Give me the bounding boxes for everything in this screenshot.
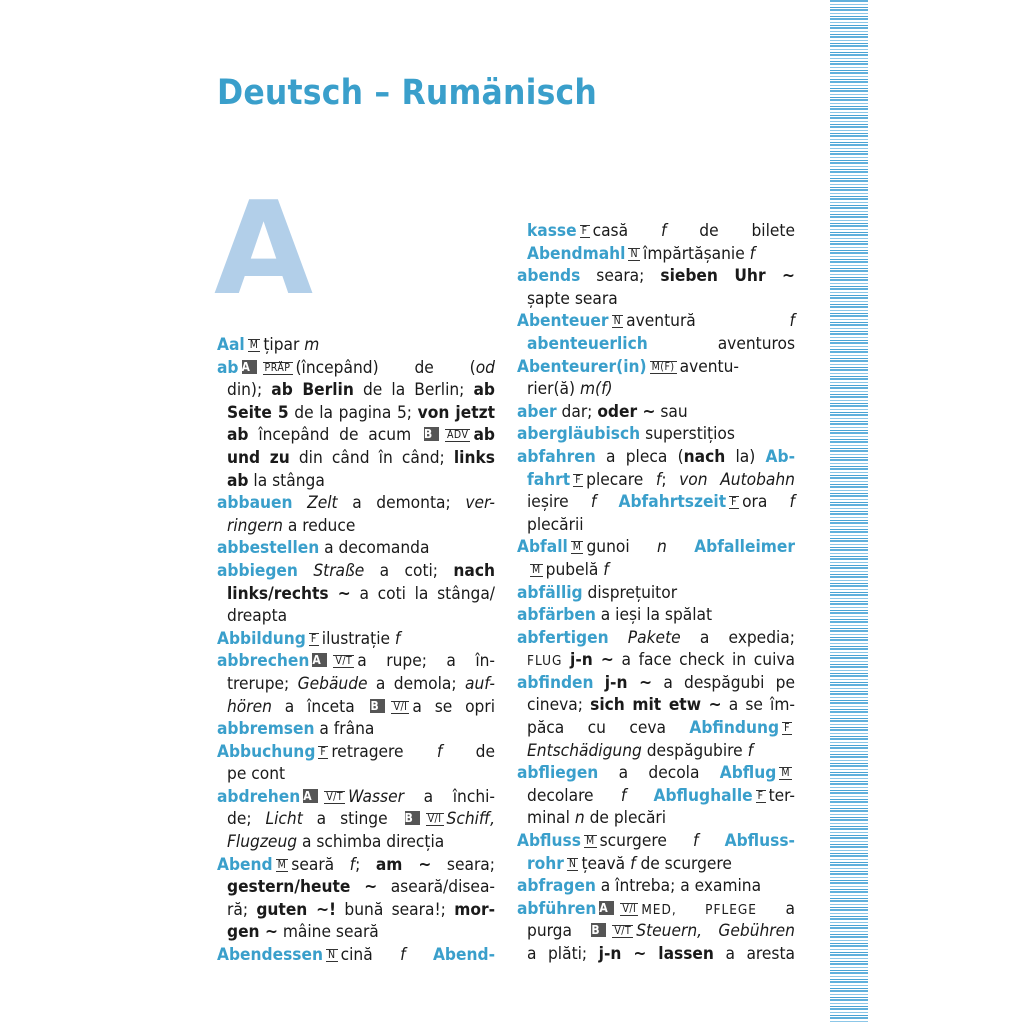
dictionary-line xyxy=(217,379,495,402)
text: din când în când; xyxy=(289,447,454,468)
text: retragere xyxy=(331,741,437,762)
grammar-label: V/T xyxy=(326,790,344,803)
text xyxy=(667,537,694,557)
text: a ieși la spălat xyxy=(595,605,713,626)
text: dreapta xyxy=(227,606,288,627)
headword: abbauen xyxy=(217,493,293,514)
headword: abfragen xyxy=(517,876,596,897)
text: a expedia; xyxy=(680,627,795,648)
text: ră; xyxy=(227,899,257,920)
text: a se îm- xyxy=(721,695,795,716)
thumb-index-stripe xyxy=(830,0,868,1024)
dictionary-line xyxy=(217,357,495,380)
italic-text: n xyxy=(574,808,585,829)
dictionary-line xyxy=(517,649,795,672)
text: de bilete xyxy=(666,221,795,241)
headword: abbiegen xyxy=(217,560,298,581)
headword: abbremsen xyxy=(217,719,315,740)
headword: fahrt xyxy=(527,469,571,490)
grammar-label: F xyxy=(575,473,582,486)
italic-text: f xyxy=(349,854,356,875)
headword: abbestellen xyxy=(217,538,320,559)
grammar-label: V/I xyxy=(427,813,442,826)
dictionary-line xyxy=(217,650,495,673)
dictionary-line xyxy=(217,763,495,786)
dictionary-line xyxy=(517,401,795,424)
headword: aber xyxy=(517,401,557,422)
page-title: Deutsch – Rumänisch xyxy=(217,73,598,113)
text: a face check in cuiva xyxy=(613,650,795,671)
italic-text: f xyxy=(693,831,699,852)
headword: Abenteurer(in) xyxy=(517,356,647,377)
bold-text: nach xyxy=(683,446,726,467)
text: de la pagina 5; xyxy=(288,402,418,423)
text xyxy=(698,831,724,851)
text: ter- xyxy=(768,785,795,806)
text: a demola; xyxy=(367,673,465,694)
headword: rohr xyxy=(527,853,564,874)
dictionary-line xyxy=(217,921,495,944)
italic-text: Pakete xyxy=(627,627,681,648)
bold-text: gestern/heute ~ xyxy=(227,877,378,898)
italic-text: ringern xyxy=(227,515,283,536)
grammar-label: F xyxy=(757,789,764,802)
italic-text: f xyxy=(603,559,609,580)
text: ; xyxy=(355,854,376,875)
text: a decomanda xyxy=(319,538,430,559)
text: a înceta xyxy=(271,696,368,717)
dictionary-line xyxy=(517,333,795,356)
grammar-label: N xyxy=(568,857,577,870)
text: a plăti; xyxy=(527,944,599,964)
italic-text: auf- xyxy=(465,673,495,694)
dictionary-line xyxy=(217,447,495,470)
grammar-label: M xyxy=(532,563,541,576)
bold-text: nach xyxy=(453,560,495,581)
bold-text: ab Berlin xyxy=(271,380,354,401)
bold-text: gen ~ xyxy=(227,922,278,943)
text: rier(ă) xyxy=(527,379,580,400)
dictionary-column-left xyxy=(217,334,495,967)
text: a frâna xyxy=(314,719,375,740)
dictionary-line xyxy=(517,288,795,311)
italic-text: od xyxy=(475,357,495,378)
italic-text: f xyxy=(655,469,662,490)
dictionary-line xyxy=(217,605,495,628)
dictionary-line xyxy=(217,560,495,583)
dictionary-line xyxy=(517,740,795,763)
grammar-label: F xyxy=(731,496,738,509)
dictionary-line xyxy=(517,423,795,446)
text: împărtășanie xyxy=(643,243,750,264)
text: seara; xyxy=(580,266,661,287)
text xyxy=(406,945,433,965)
headword: abführen xyxy=(517,898,597,919)
text: ieșire xyxy=(527,492,591,513)
bold-text: mor- xyxy=(454,899,495,920)
dictionary-line xyxy=(217,831,495,854)
headword: Abfalleimer xyxy=(694,537,795,558)
text: aventură xyxy=(626,311,790,332)
text: bună seara!; xyxy=(336,899,455,920)
dictionary-line xyxy=(517,536,795,559)
text: pubelă xyxy=(545,559,604,580)
bold-text: von jetzt xyxy=(417,402,496,423)
italic-text: Wasser xyxy=(348,786,404,807)
dictionary-line xyxy=(517,356,795,379)
italic-text: Steuern, Gebühren xyxy=(636,921,795,942)
dictionary-line xyxy=(517,717,795,740)
text: trerupe; xyxy=(227,673,298,694)
headword: abfliegen xyxy=(517,763,599,784)
dictionary-line xyxy=(517,672,795,695)
dictionary-line xyxy=(217,470,495,493)
italic-text: f xyxy=(789,492,795,513)
grammar-label: M(F) xyxy=(651,360,675,373)
dictionary-line xyxy=(517,491,795,514)
text: a aresta xyxy=(713,944,796,964)
text: mâine seară xyxy=(277,922,379,943)
text xyxy=(596,492,618,512)
text: plecării xyxy=(527,514,584,535)
text: (începând) de ( xyxy=(295,357,476,378)
dictionary-line xyxy=(217,673,495,696)
dictionary-line xyxy=(517,469,795,492)
headword: Abfall xyxy=(517,537,568,558)
italic-text: Entschädigung xyxy=(527,740,642,761)
italic-text: f xyxy=(590,492,597,513)
headword: abfällig xyxy=(517,582,583,603)
headword: abergläubisch xyxy=(517,424,641,445)
dictionary-line xyxy=(517,514,795,537)
italic-text: hören xyxy=(227,696,272,717)
text: ilustrație xyxy=(321,628,395,649)
text: ; xyxy=(661,469,680,490)
grammar-label: F xyxy=(581,225,588,237)
grammar-label: F xyxy=(320,745,327,758)
sense-marker: B xyxy=(370,699,385,713)
text: a reduce xyxy=(282,515,356,536)
grammar-label: V/T xyxy=(614,925,632,938)
text: a coti; xyxy=(364,560,454,581)
dictionary-line xyxy=(517,243,795,266)
italic-text: f xyxy=(749,243,756,264)
headword: Abfluss- xyxy=(724,831,795,852)
headword: Abfahrtszeit xyxy=(618,492,727,513)
text: de scurgere xyxy=(635,853,732,874)
grammar-label: V/I xyxy=(393,700,408,713)
sense-marker: A xyxy=(599,901,614,915)
grammar-label: N xyxy=(613,315,622,328)
grammar-label: M xyxy=(249,339,259,351)
italic-text: Zelt xyxy=(307,493,338,514)
text: gunoi xyxy=(586,537,657,558)
italic-text: ver- xyxy=(465,493,495,514)
grammar-label: PRÄP xyxy=(264,361,291,374)
text: cineva; xyxy=(527,695,591,716)
dictionary-line xyxy=(517,265,795,288)
text: decolare xyxy=(527,785,621,806)
bold-text: j-n ~ xyxy=(570,650,614,671)
sense-marker: A xyxy=(312,653,327,667)
bold-text: j-n ~ xyxy=(604,672,653,693)
text xyxy=(609,628,628,648)
dictionary-line xyxy=(217,537,495,560)
bold-text: sich mit etw ~ xyxy=(590,695,722,716)
text: șapte seara xyxy=(527,288,618,309)
dictionary-line xyxy=(217,786,495,809)
grammar-label: M xyxy=(585,835,595,848)
dictionary-line xyxy=(217,492,495,515)
dictionary-line xyxy=(217,628,495,651)
dictionary-line xyxy=(217,944,495,967)
text: scurgere xyxy=(599,831,693,852)
dictionary-line xyxy=(517,604,795,627)
bold-text: links xyxy=(453,447,495,468)
headword: abfertigen xyxy=(517,627,609,648)
dictionary-line xyxy=(217,741,495,764)
field-label: FLUG xyxy=(527,653,563,670)
text: casă xyxy=(592,221,661,241)
text: despăgubire xyxy=(641,740,748,761)
headword: Aal xyxy=(217,335,245,355)
headword: Abflughalle xyxy=(653,785,753,806)
text: de; xyxy=(227,809,266,830)
grammar-label: ADV xyxy=(446,429,469,442)
bold-text: links/rechts ~ xyxy=(227,583,351,604)
sense-marker: B xyxy=(591,923,606,937)
bold-text: oder ~ xyxy=(597,401,656,422)
dictionary-line xyxy=(517,220,795,243)
italic-text: von Autobahn xyxy=(679,469,795,490)
field-label: MED, PFLEGE xyxy=(641,901,757,918)
dictionary-line xyxy=(517,943,795,966)
text: dar; xyxy=(556,401,598,422)
text: la) xyxy=(725,446,766,467)
bold-text: j-n ~ lassen xyxy=(598,944,714,964)
italic-text: f xyxy=(660,221,667,241)
dictionary-line xyxy=(517,694,795,717)
headword: abends xyxy=(517,266,581,287)
text: a decola xyxy=(598,763,720,784)
headword: Abfindung xyxy=(689,718,780,739)
headword: Abbuchung xyxy=(217,741,316,762)
dictionary-line xyxy=(217,696,495,719)
dictionary-column-right xyxy=(517,220,795,966)
text: aseară/disea- xyxy=(377,877,496,898)
bold-text: sieben Uhr ~ xyxy=(660,266,795,287)
italic-text: m xyxy=(304,335,320,355)
italic-text: f xyxy=(630,853,636,874)
italic-text: Gebäude xyxy=(297,673,368,694)
italic-text: f xyxy=(436,741,443,762)
italic-text: Licht xyxy=(265,809,303,830)
italic-text: Straße xyxy=(313,560,365,581)
bold-text: und zu xyxy=(227,447,290,468)
sense-marker: A xyxy=(242,360,257,374)
dictionary-line xyxy=(217,854,495,877)
headword: abenteuerlich xyxy=(527,333,648,354)
dictionary-line xyxy=(517,853,795,876)
bold-text: Seite 5 xyxy=(227,402,289,423)
italic-text: f xyxy=(394,628,401,649)
text xyxy=(293,493,308,513)
bold-text: guten ~! xyxy=(256,899,337,920)
headword: kasse xyxy=(527,221,577,241)
text: a închi- xyxy=(403,786,495,807)
text: de xyxy=(442,741,495,762)
dictionary-line xyxy=(217,808,495,831)
text: minal xyxy=(527,808,575,829)
dictionary-line xyxy=(517,875,795,898)
text: de plecări xyxy=(584,808,667,829)
section-letter: A xyxy=(214,175,314,324)
headword: Abfluss xyxy=(517,831,581,852)
italic-text: Schiff, xyxy=(446,809,495,830)
bold-text: ab xyxy=(473,425,495,446)
italic-text: Flugzeug xyxy=(227,832,298,853)
headword: abfärben xyxy=(517,605,596,626)
text: disprețuitor xyxy=(582,582,678,603)
headword: abdrehen xyxy=(217,786,301,807)
text: seara; xyxy=(431,854,495,875)
text: a pleca ( xyxy=(595,446,684,467)
text: țeavă xyxy=(581,853,631,874)
headword: Abend xyxy=(217,854,273,875)
dictionary-line xyxy=(217,424,495,447)
text: a schimba direcția xyxy=(297,832,445,853)
dictionary-line xyxy=(517,627,795,650)
dictionary-line xyxy=(517,830,795,853)
headword: abbrechen xyxy=(217,651,310,672)
text: sau xyxy=(655,401,688,422)
dictionary-line xyxy=(517,559,795,582)
grammar-label: V/I xyxy=(622,902,637,915)
headword: abfinden xyxy=(517,672,594,693)
grammar-label: M xyxy=(572,541,582,554)
headword: Abendmahl xyxy=(527,243,626,264)
italic-text: f xyxy=(400,945,406,966)
dictionary-line xyxy=(517,898,795,921)
dictionary-line xyxy=(517,582,795,605)
italic-text: f xyxy=(620,785,627,806)
headword: Abflug xyxy=(719,763,777,784)
text: purga xyxy=(527,921,589,942)
italic-text: m(f) xyxy=(579,379,613,400)
headword: abfahren xyxy=(517,446,596,467)
text xyxy=(562,650,570,670)
bold-text: ab xyxy=(227,470,249,491)
text: la stânga xyxy=(248,470,325,491)
text: a despăgubi pe xyxy=(652,672,795,693)
headword: ab xyxy=(217,357,239,378)
dictionary-line xyxy=(517,807,795,830)
dictionary-line xyxy=(517,920,795,943)
text xyxy=(298,561,313,581)
text: aventuros xyxy=(647,333,795,354)
headword: Abend- xyxy=(432,945,495,966)
text: de la Berlin; xyxy=(353,380,474,401)
headword: Abbildung xyxy=(217,628,306,649)
text: a se opri xyxy=(412,696,496,717)
text xyxy=(594,673,605,693)
grammar-label: M xyxy=(277,858,287,871)
grammar-label: F xyxy=(310,632,317,645)
text: începând de acum xyxy=(248,425,421,446)
dictionary-line xyxy=(217,515,495,538)
text: ora xyxy=(742,492,790,513)
text: a întreba; a examina xyxy=(595,876,762,897)
dictionary-line xyxy=(217,402,495,425)
dictionary-line xyxy=(517,378,795,401)
text: a stinge xyxy=(302,809,402,830)
text: a rupe; a în- xyxy=(357,651,495,672)
dictionary-line xyxy=(217,876,495,899)
headword: Ab- xyxy=(765,446,795,467)
grammar-label: V/T xyxy=(335,655,353,668)
sense-marker: B xyxy=(424,427,439,441)
bold-text: ab xyxy=(473,380,496,401)
grammar-label: F xyxy=(784,722,790,735)
sense-marker: B xyxy=(405,811,420,825)
text: plecare xyxy=(586,469,656,490)
text: din); xyxy=(227,380,272,401)
text: pe cont xyxy=(227,764,286,785)
dictionary-line xyxy=(517,446,795,469)
text: cină xyxy=(340,945,401,966)
dictionary-line xyxy=(517,785,795,808)
italic-text: n xyxy=(657,537,667,558)
dictionary-line xyxy=(217,334,495,357)
grammar-label: N xyxy=(630,247,639,260)
text: a demonta; xyxy=(337,493,466,514)
dictionary-line xyxy=(517,762,795,785)
bold-text: ab xyxy=(227,425,249,446)
headword: Abendessen xyxy=(217,945,324,966)
text: a xyxy=(756,898,795,919)
sense-marker: A xyxy=(303,789,318,803)
dictionary-line xyxy=(217,583,495,606)
bold-text: am ~ xyxy=(375,854,432,875)
dictionary-line xyxy=(217,899,495,922)
text: păca cu ceva xyxy=(527,718,690,739)
italic-text: f xyxy=(789,311,795,332)
headword: Abenteuer xyxy=(517,311,609,332)
dictionary-line xyxy=(517,310,795,333)
italic-text: f xyxy=(747,740,754,761)
grammar-label: M xyxy=(781,767,790,780)
dictionary-line xyxy=(217,718,495,741)
text: țipar xyxy=(263,335,305,355)
text: superstițios xyxy=(640,424,735,445)
text xyxy=(626,786,653,806)
text: seară xyxy=(291,854,350,875)
text: a coti la stânga/ xyxy=(350,583,496,604)
grammar-label: N xyxy=(328,949,336,962)
text: aventu- xyxy=(679,356,739,377)
